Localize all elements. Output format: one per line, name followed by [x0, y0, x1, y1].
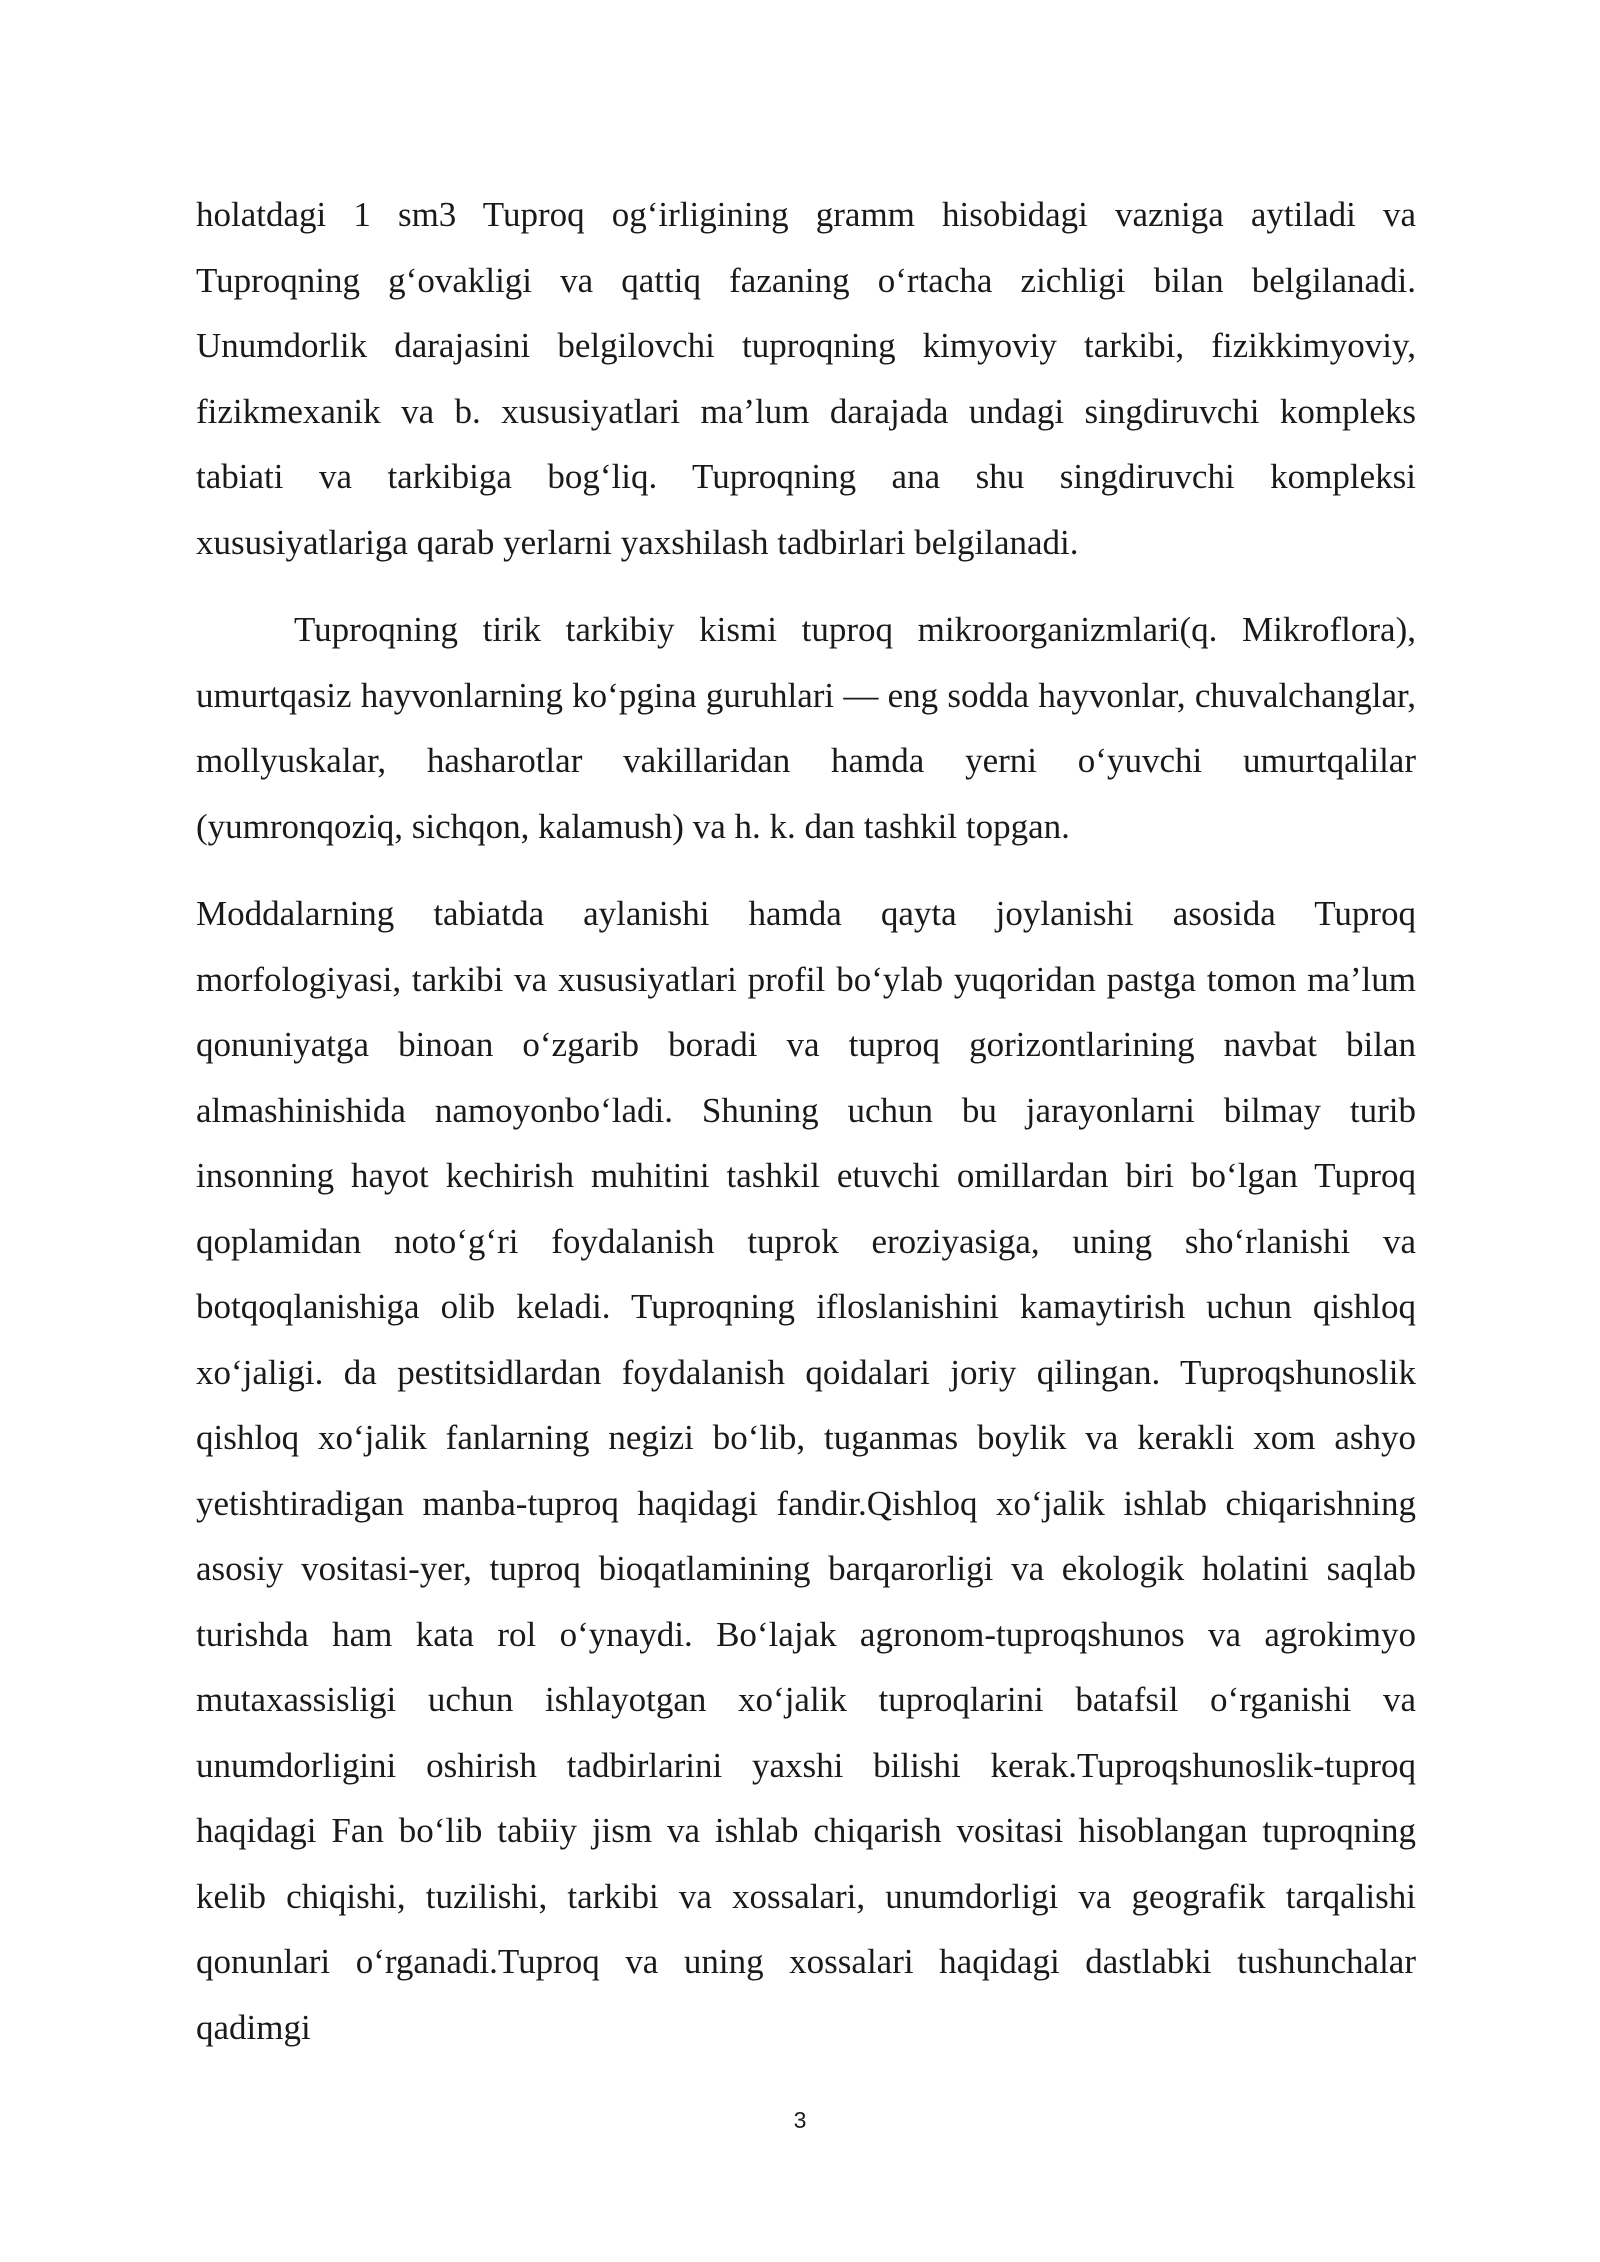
body-text	[196, 182, 1416, 2060]
page-number: 3	[793, 2107, 807, 2133]
paragraph-1: holatdagi 1 sm3 Tuproq og‘irligining gramm hisobidagi vazniga aytiladi va Tuproqning g‘ovakligi va qattiq fazaning o‘rtacha zichligi bilan belgilanadi. Unumdorlik darajasini belgilovchi tuproqning kimyoviy tarkibi, fizikkimyoviy, fizikmexanik va b. xususiyatlari ma’lum darajada undagi singdiruvchi kompleks tabiati va tarkibiga bog‘liq. Tuproqning ana shu singdiruvchi kompleksi xususiyatlariga qarab yerlarni yaxshilash tadbirlari belgilanadi.	[196, 195, 1416, 562]
paragraph-2: Tuproqning tirik tarkibiy kismi tuproq mikroorganizmlari(q. Mikroflora), umurtqasiz hayvonlarning ko‘pgina guruhlari — eng sodda hayvonlar, chuvalchanglar, mollyuskalar, hasharotlar vakillaridan hamda yerni o‘yuvchi umurtqalilar (yumronqoziq, sichqon, kalamush) va h. k. dan tashkil topgan.	[196, 610, 1416, 846]
paragraph-3: Moddalarning tabiatda aylanishi hamda qayta joylanishi asosida Tuproq morfologiyasi, tarkibi va xususiyatlari profil bo‘ylab yuqoridan pastga tomon ma’lum qonuniyatga binoan o‘zgarib boradi va tuproq gorizontlarining navbat bilan almashinishida namoyonbo‘ladi. Shuning uchun bu jarayonlarni bilmay turib insonning hayot kechirish muhitini tashkil etuvchi omillardan biri bo‘lgan Tuproq qoplamidan noto‘g‘ri foydalanish tuprok eroziyasiga, uning sho‘rlanishi va botqoqlanishiga olib keladi. Tuproqning ifloslanishini kamaytirish uchun qishloq xo‘jaligi. da pestitsidlardan foydalanish qoidalari joriy qilingan. Tuproqshunoslik qishloq xo‘jalik fanlarning negizi bo‘lib, tuganmas boylik va kerakli xom ashyo yetishtiradigan manba-tuproq haqidagi fandir.Qishloq xo‘jalik ishlab chiqarishning asosiy vositasi-yer, tuproq bioqatlamining barqarorligi va ekologik holatini saqlab turishda ham kata rol o‘ynaydi. Bo‘lajak agronom-tuproqshunos va agrokimyo mutaxassisligi uchun ishlayotgan xo‘jalik tuproqlarini batafsil o‘rganishi va unumdorligini oshirish tadbirlarini yaxshi bilishi kerak.Tuproqshunoslik-tuproq haqidagi Fan bo‘lib tabiiy jism va ishlab chiqarish vositasi hisoblangan tuproqning kelib chiqishi, tuzilishi, tarkibi va xossalari, unumdorligi va geografik tarqalishi qonunlari o‘rganadi.Tuproq va uning xossalari haqidagi dastlabki tushunchalar qadimgi	[196, 894, 1416, 2047]
